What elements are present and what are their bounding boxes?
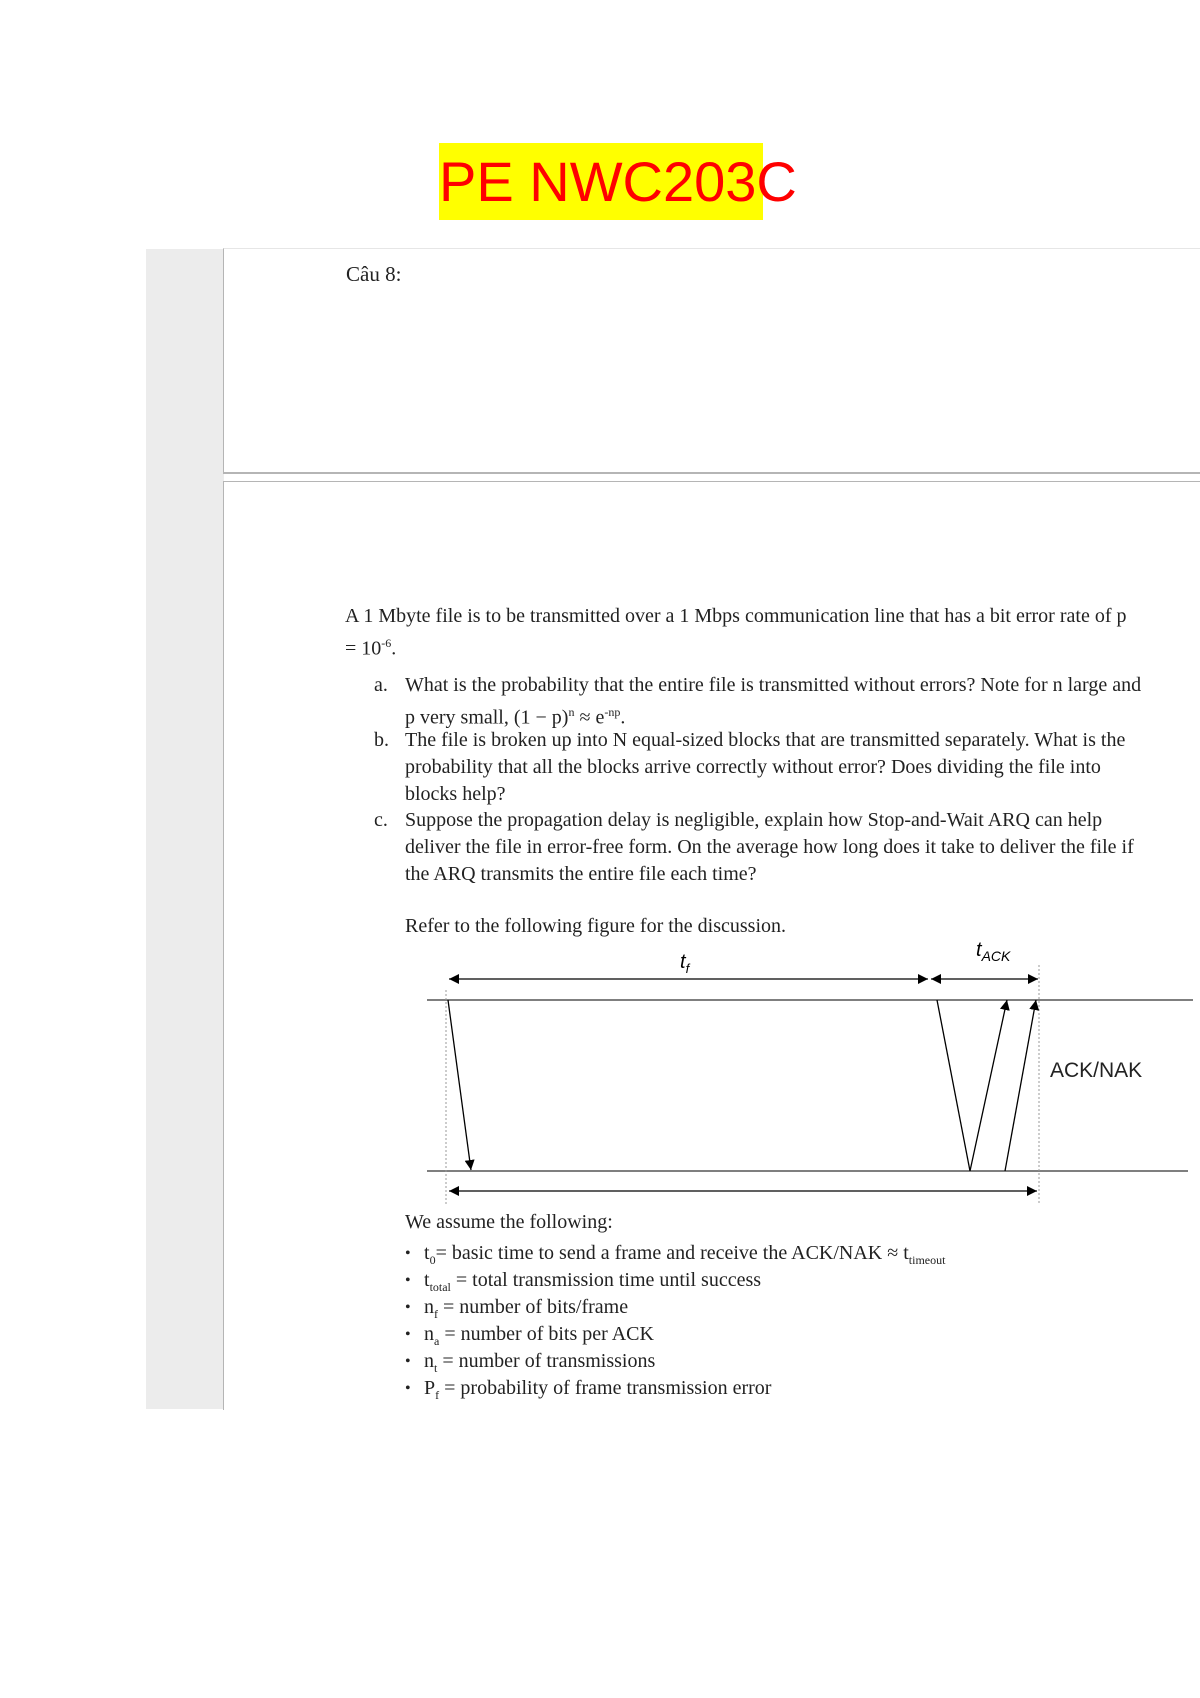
assumption-ttotal-symbol: t (424, 1269, 430, 1291)
question-c-marker: c. (374, 809, 388, 831)
question-a-end: . (620, 706, 626, 729)
question-a-text (405, 672, 1154, 732)
assumption-pf-sub: f (435, 1388, 440, 1402)
assumptions-title: We assume the following: (405, 1211, 613, 1233)
problem-intro (345, 603, 1135, 663)
assumption-na-text: = number of bits per ACK (439, 1323, 654, 1345)
assumption-t0-timeout-sub: timeout (908, 1253, 946, 1267)
tack-label (976, 939, 1011, 964)
question-a-approx: ≈ e (574, 706, 605, 729)
tf-symbol: t (680, 951, 686, 973)
stop-and-wait-diagram (420, 935, 1200, 1205)
assumption-nt-symbol: n (424, 1350, 434, 1372)
assumption-na-sub: a (434, 1334, 440, 1348)
ack-nak-label: ACK/NAK (1050, 1059, 1143, 1082)
assumption-ttotal-sub: total (429, 1280, 451, 1294)
assumption-t0-symbol: t (424, 1242, 430, 1264)
refer-figure-text: Refer to the following figure for the discussion. (405, 915, 787, 937)
question-c-text: Suppose the propagation delay is negligible, explain how Stop-and-Wait ARQ can help deliver the file in error-free form. On the average how long does it take to deliver the file if the ARQ transmits the entire file each time? (405, 809, 1134, 885)
assumption-t0-text: = basic time to send a frame and receive the ACK/NAK ≈ t (435, 1242, 909, 1264)
assumptions-list (405, 1240, 945, 1402)
ack-return-arrow-2 (1005, 1000, 1036, 1171)
assumption-nt-sub: t (434, 1361, 438, 1375)
question-c (374, 807, 1154, 888)
ack-return-arrow-1 (970, 1000, 1007, 1171)
assumption-nt-text: = number of transmissions (437, 1350, 656, 1372)
assumption-t0 (405, 1240, 945, 1267)
assumption-nf-sub: f (434, 1307, 438, 1321)
intro-end: . (391, 637, 397, 660)
assumption-na (405, 1321, 945, 1348)
assumption-nf (405, 1294, 945, 1321)
question-b-marker: b. (374, 729, 389, 751)
tf-label (680, 951, 691, 976)
intro-text: A 1 Mbyte file is to be transmitted over a 1 Mbps communication line that has a bit error rate of p = 10 (345, 605, 1127, 660)
assumption-nf-symbol: n (424, 1296, 434, 1318)
assumption-pf (405, 1375, 945, 1402)
left-margin-band (146, 249, 224, 1409)
tack-symbol: t (976, 939, 982, 961)
question-label: Câu 8: (346, 262, 402, 286)
question-a-exp-n: n (568, 705, 575, 719)
assumption-pf-text: = probability of frame transmission error (439, 1377, 772, 1399)
tack-subscript: ACK (981, 948, 1011, 964)
question-a (374, 672, 1154, 732)
question-a-exp-np: -np (604, 705, 621, 719)
question-b-text: The file is broken up into N equal-sized blocks that are transmitted separately. What is the probability that all the blocks arrive correctly without error? Does dividing the file into blocks help? (405, 729, 1126, 805)
tf-subscript: f (685, 961, 690, 976)
frame-transmission-arrow (448, 1000, 471, 1170)
assumption-na-symbol: n (424, 1323, 434, 1345)
assumption-nf-text: = number of bits/frame (438, 1296, 629, 1318)
frame-end-line (937, 1000, 970, 1171)
assumption-pf-symbol: P (424, 1377, 436, 1399)
assumption-nt (405, 1348, 945, 1375)
assumption-ttotal (405, 1267, 945, 1294)
question-a-marker: a. (374, 674, 388, 696)
title-banner: PE NWC203C (439, 143, 763, 220)
assumption-t0-sub: 0 (429, 1253, 436, 1267)
intro-exponent: -6 (381, 636, 392, 650)
assumption-ttotal-text: = total transmission time until success (450, 1269, 762, 1291)
question-b (374, 727, 1154, 808)
question-a-main: What is the probability that the entire file is transmitted without errors? Note for n large and p very small, (1 − p) (405, 674, 1142, 729)
